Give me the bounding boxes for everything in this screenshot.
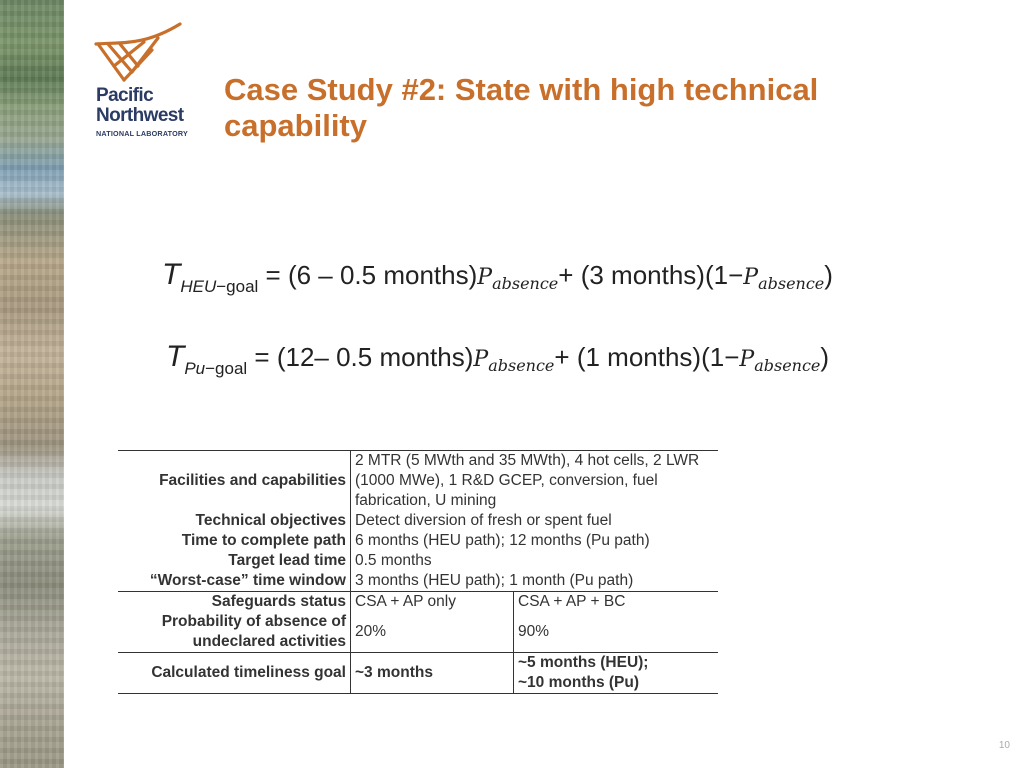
eq-p-subscript: absence: [754, 356, 821, 375]
lead-time-label: Target lead time: [118, 551, 351, 571]
eq-term-2: + (1 months)(1−: [554, 342, 740, 372]
eq-p: P: [739, 347, 755, 372]
eq-p-subscript: absence: [758, 274, 825, 293]
logo-subtitle: NATIONAL LABORATORY: [96, 129, 189, 138]
calc-goal-pu: ~10 months (Pu): [518, 674, 640, 691]
tech-objectives-label: Technical objectives: [118, 511, 351, 531]
table-row: [118, 592, 718, 613]
safeguards-value-a: CSA + AP only: [351, 592, 514, 613]
safeguards-value-b: CSA + AP + BC: [514, 592, 719, 613]
equation-heu: [162, 258, 833, 297]
equation-pu: [166, 340, 829, 379]
table-row: [118, 612, 718, 653]
eq-term-2: + (3 months)(1−: [558, 260, 744, 290]
table-row: [118, 571, 718, 592]
probability-value-b: 90%: [514, 612, 719, 653]
side-photo-strip: [0, 0, 64, 768]
eq-term-1: = (6 – 0.5 months): [258, 260, 478, 290]
calc-goal-heu: ~5 months (HEU);: [518, 654, 649, 671]
logo-name: Pacific Northwest: [96, 85, 184, 126]
probability-value-a: 20%: [355, 623, 387, 640]
pnnl-logo: [94, 22, 194, 142]
eq-p: P: [473, 347, 489, 372]
eq-subscript: HEU: [180, 277, 217, 296]
case-study-table: [118, 450, 718, 694]
eq-close-paren: ): [824, 260, 833, 290]
table-row: [118, 551, 718, 571]
calc-goal-label: Calculated timeliness goal: [118, 653, 351, 694]
worst-case-value: 3 months (HEU path); 1 month (Pu path): [355, 572, 634, 589]
worst-case-label: “Worst-case” time window: [118, 571, 351, 592]
facilities-value: 2 MTR (5 MWth and 35 MWth), 4 hot cells, 2 LWR (1000 MWe), 1 R&D GCEP, conversion, fuel fabrication, U mining: [351, 451, 719, 512]
safeguards-label: Safeguards status: [118, 592, 351, 613]
slide-title: Case Study #2: State with high technical capability: [224, 72, 819, 143]
eq-variable: T: [166, 340, 185, 373]
page-number: 10: [998, 740, 1010, 751]
eq-p: P: [477, 265, 493, 290]
eq-p-subscript: absence: [492, 274, 559, 293]
eq-p: P: [743, 265, 759, 290]
time-path-value: 6 months (HEU path); 12 months (Pu path): [355, 532, 650, 549]
eq-p-subscript: absence: [488, 356, 555, 375]
table-row: [118, 511, 718, 531]
facilities-label: Facilities and capabilities: [118, 451, 351, 512]
probability-label: Probability of absence of undeclared activities: [118, 612, 351, 653]
table-row: [118, 531, 718, 551]
calc-goal-value-a: ~3 months: [351, 653, 514, 694]
tech-objectives-value: Detect diversion of fresh or spent fuel: [355, 512, 612, 529]
table-row: [118, 451, 718, 512]
lead-time-value: 0.5 months: [355, 552, 432, 569]
calc-goal-value-b: [514, 653, 719, 694]
eq-variable: T: [162, 258, 181, 291]
lattice-mark-icon: [94, 22, 194, 84]
eq-subscript-goal: −goal: [205, 359, 248, 378]
table-row: [118, 653, 718, 694]
eq-subscript-goal: −goal: [216, 277, 259, 296]
eq-close-paren: ): [820, 342, 830, 372]
eq-term-1: = (12– 0.5 months): [247, 342, 474, 372]
eq-subscript: Pu: [184, 359, 206, 378]
time-path-label: Time to complete path: [118, 531, 351, 551]
